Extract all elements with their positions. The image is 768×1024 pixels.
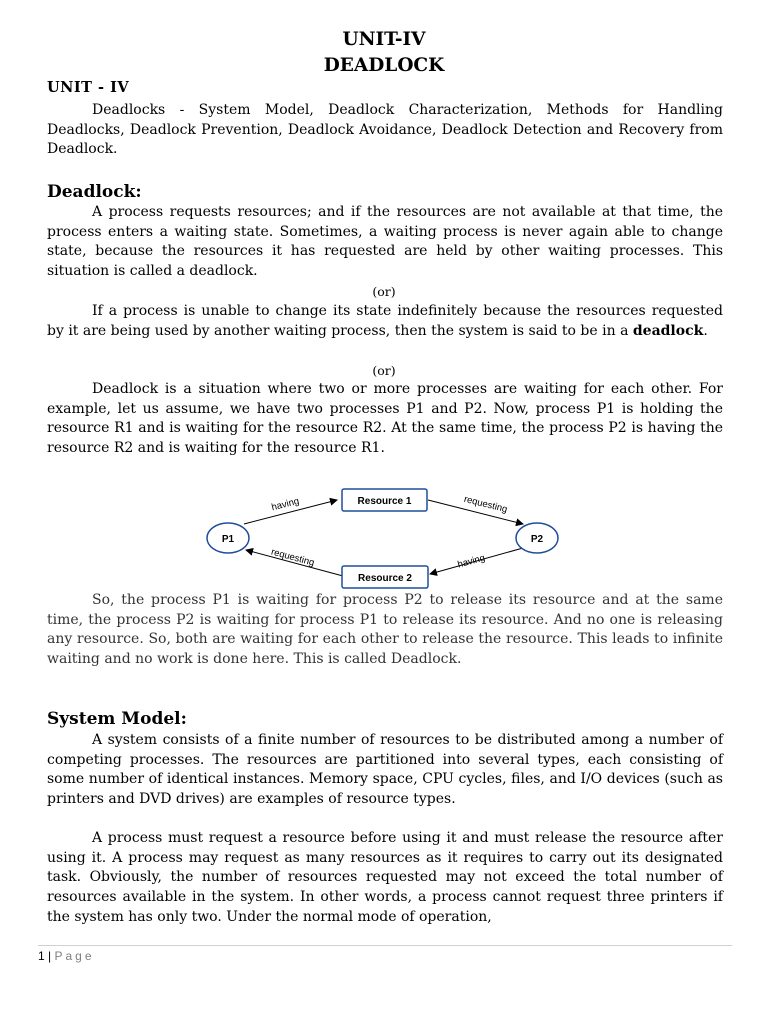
edge-label-requesting-bottom: requesting	[269, 546, 316, 569]
deadlock-p4-text: So, the process P1 is waiting for process P2 to release its resource and at the same time, the process P2 is waiting for process P1 to release its resource. And no one is releasing any resource. So, both are waiting for each other to release the resource. This leads to infinite waiting and no work is done here. This is called Deadlock.	[47, 592, 723, 668]
system-model-p2-text: A process must request a resource before using it and must release the resource after using it. A process may request as many resources as it requires to carry out its designated task. Obviously, the number of resources requested may not exceed the total number of resources available in the system. In other words, a process cannot request three printers if the system has only two. Under the normal mode of operation,	[47, 830, 723, 925]
deadlock-paragraph-3	[47, 380, 723, 459]
or-separator-2: (or)	[372, 363, 396, 378]
page-word: Page	[54, 949, 95, 963]
deadlock-p2-end: .	[703, 322, 708, 339]
deadlock-p2-text: If a process is unable to change its state indefinitely because the resources requested by it are being used by another waiting process, then the system is said to be in a	[47, 303, 723, 339]
syllabus-text: Deadlocks - System Model, Deadlock Characterization, Methods for Handling Deadlocks, Deadlock Prevention, Deadlock Avoidance, Deadlock Detection and Recovery from Deadlock.	[47, 102, 723, 158]
system-model-heading: System Model:	[47, 709, 187, 729]
syllabus-paragraph	[47, 101, 723, 160]
edge-label-having-bottom: having	[456, 552, 487, 571]
page-number: 1	[38, 949, 45, 963]
edge-label-requesting-top: requesting	[462, 493, 509, 516]
edge-label-having-top: having	[270, 495, 301, 514]
resource1-label: Resource 1	[357, 496, 412, 507]
resource2-label: Resource 2	[358, 573, 412, 584]
p1-label: P1	[221, 534, 235, 545]
or-separator-1: (or)	[372, 284, 396, 299]
deadlock-diagram	[200, 484, 570, 592]
page-title: UNIT-IV	[342, 29, 426, 50]
page-subtitle: DEADLOCK	[323, 55, 445, 76]
page-separator: |	[48, 949, 52, 963]
p2-label: P2	[530, 534, 544, 545]
deadlock-heading: Deadlock:	[47, 182, 142, 202]
system-model-paragraph-2	[47, 829, 723, 928]
deadlock-p2-bold: deadlock	[632, 322, 704, 339]
deadlock-p3-text: Deadlock is a situation where two or more processes are waiting for each other. For example, let us assume, we have two processes P1 and P2. Now, process P1 is holding the resource R1 and is waiting for the resource R2. At the same time, the process P2 is having the resource R2 and is waiting for the resource R1.	[47, 381, 723, 457]
deadlock-p1-text: A process requests resources; and if the resources are not available at that time, the process enters a waiting state. Sometimes, a waiting process is never again able to change state, because the resources it has requested are held by other waiting processes. This situation is called a deadlock.	[47, 204, 723, 280]
unit-label: UNIT - IV	[47, 79, 130, 96]
deadlock-paragraph-1	[47, 203, 723, 282]
system-model-p1-text: A system consists of a finite number of resources to be distributed among a number of competing processes. The resources are partitioned into several types, each consisting of some number of identical instances. Memory space, CPU cycles, files, and I/O devices (such as printers and DVD drives) are examples of resource types.	[47, 732, 723, 808]
deadlock-paragraph-2	[47, 302, 723, 341]
deadlock-paragraph-4	[47, 591, 723, 670]
system-model-paragraph-1	[47, 731, 723, 810]
page-footer	[38, 949, 95, 963]
footer-divider	[38, 945, 732, 946]
